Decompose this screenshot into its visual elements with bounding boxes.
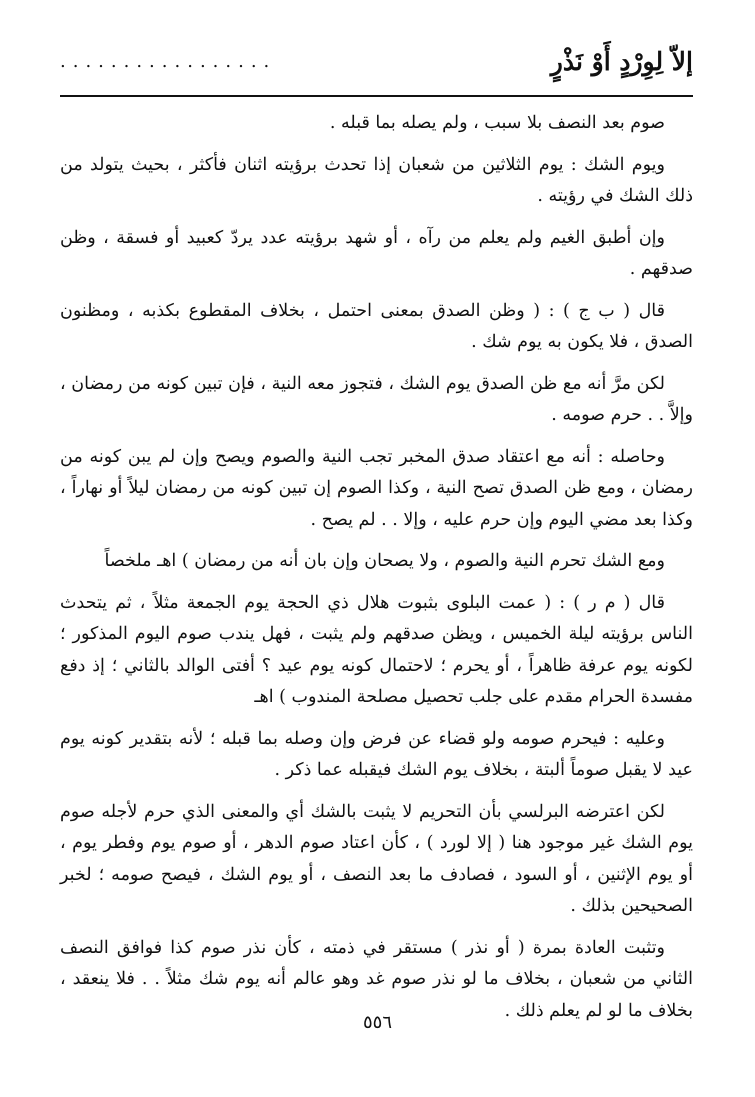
paragraph: وحاصله : أنه مع اعتقاد صدق المخبر تجب النية والصوم ويصح وإن لم يبن كونه من رمضان ، ومع ظن الصدق تصح النية ، وكذا الصوم إن تبين كونه من رمضان ليلاً أو نهاراً ، وكذا بعد مضي اليوم وإن حرم عليه ، وإلا . . لم يصح . — [60, 446, 693, 530]
header-divider — [60, 95, 693, 97]
paragraph: لكن مرَّ أنه مع ظن الصدق يوم الشك ، فتجوز معه النية ، فإن تبين كونه من رمضان ، وإلاَّ . . حرم صومه . — [60, 373, 693, 425]
paragraph: لكن اعترضه البرلسي بأن التحريم لا يثبت بالشك أي والمعنى الذي حرم لأجله صوم يوم الشك غير موجود هنا ( إلا لورد ) ، كأن اعتاد صوم الدهر ، أو صوم يوم وفطر يوم ، أو يوم الإثنين ، أو السود ، فصادف ما بعد النصف ، أو يوم الشك ، فيصح صومه ؛ لخبر الصحيحين بذلك . — [60, 801, 693, 916]
paragraph: قال ( م ر ) : ( عمت البلوى بثبوت هلال ذي الحجة يوم الجمعة مثلاً ، ثم يتحدث الناس برؤيته ليلة الخميس ، ويظن صدقهم ولم يثبت ، فهل يندب صوم اليوم المذكور ؛ لكونه يوم عرفة ظاهراً ، أو يحرم ؛ لاحتمال كونه يوم عيد ؟ أفتى الوالد بالثاني ؛ إذ دفع مفسدة الحرام مقدم على جلب تحصيل مصلحة المندوب ) اهـ — [60, 592, 693, 707]
paragraph: وتثبت العادة بمرة ( أو نذر ) مستقر في ذمته ، كأن نذر صوم كذا فوافق النصف الثاني من شعبان ، بخلاف ما لو نذر صوم غد وهو عالم أنه يوم شك مثلاً . . فلا ينعقد ، بخلاف ما لو لم يعلم ذلك . — [60, 937, 693, 1021]
paragraph: ومع الشك تحرم النية والصوم ، ولا يصحان وإن بان أنه من رمضان ) اهـ ملخصاً — [104, 551, 665, 571]
running-header-title: إلاّ لِوِرْدٍ أَوْ نَذْرٍ — [550, 47, 693, 76]
paragraph: ويوم الشك : يوم الثلاثين من شعبان إذا تحدث برؤيته اثنان فأكثر ، بحيث يتولد من ذلك الشك في رؤيته . — [60, 154, 693, 206]
body-text — [60, 108, 693, 1037]
paragraph: قال ( ب ج ) : ( وظن الصدق بمعنى احتمل ، بخلاف المقطوع بكذبه ، ومظنون الصدق ، فلا يكون به يوم شك . — [60, 300, 693, 352]
paragraph: وإن أطبق الغيم ولم يعلم من رآه ، أو شهد برؤيته عدد يردّ كعبيد أو فسقة ، وظن صدقهم . — [60, 227, 693, 279]
running-header — [60, 38, 693, 82]
paragraph: وعليه : فيحرم صومه ولو قضاء عن فرض وإن وصله بما قبله ؛ لأنه بتقدير كونه يوم عيد لا يقبل صوماً ألبتة ، بخلاف يوم الشك فيقبله عما ذكر . — [60, 728, 693, 780]
running-header-dot-leader: ................. — [60, 51, 277, 72]
paragraph: صوم بعد النصف بلا سبب ، ولم يصله بما قبله . — [329, 113, 665, 133]
page-number: ٥٥٦ — [362, 1012, 392, 1033]
